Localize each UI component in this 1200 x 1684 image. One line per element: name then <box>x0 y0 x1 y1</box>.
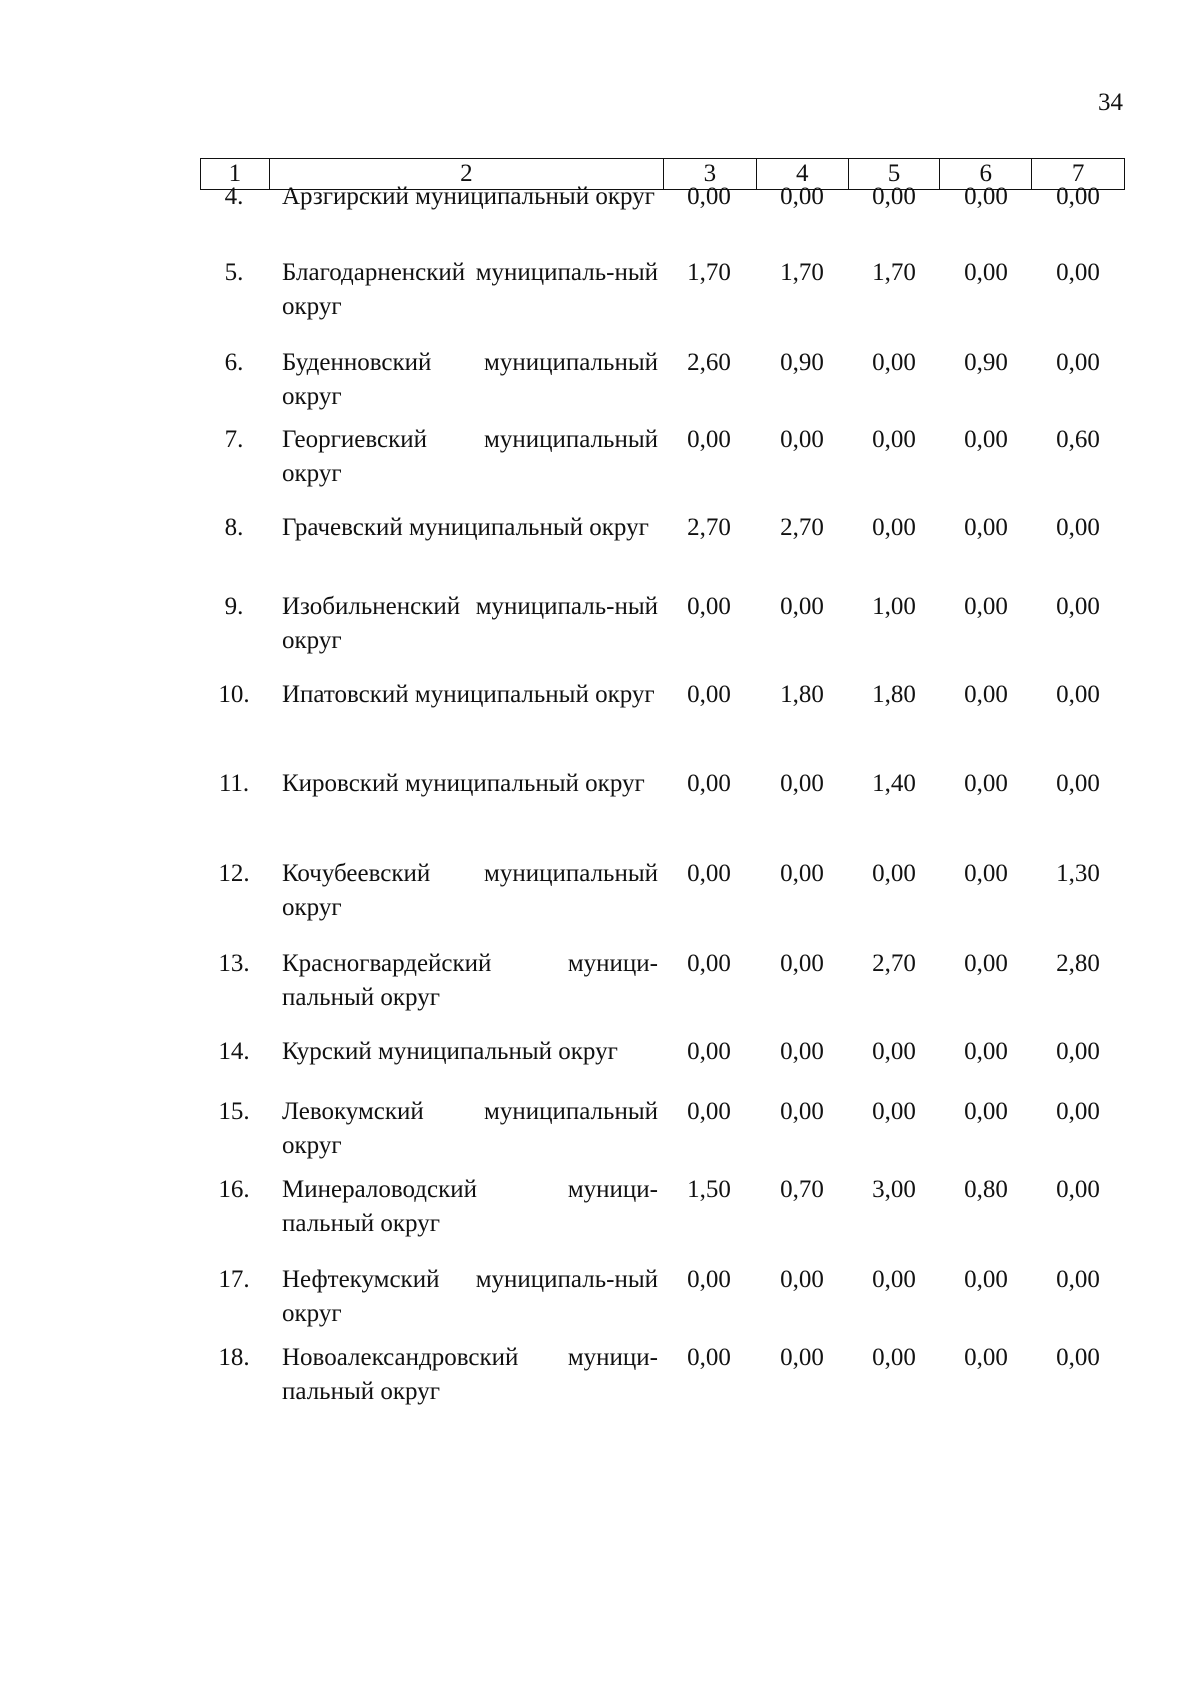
row-number: 11. <box>218 770 250 797</box>
table-row <box>200 590 1125 660</box>
value-col-6: 0,80 <box>964 1176 1008 1203</box>
value-col-5: 2,70 <box>872 950 916 977</box>
district-name: Новоалександровский муници-пальный округ <box>282 1344 658 1405</box>
value-col-4: 1,80 <box>780 681 824 708</box>
value-col-6: 0,00 <box>964 860 1008 887</box>
value-col-3: 0,00 <box>687 950 731 977</box>
row-number: 13. <box>218 950 250 977</box>
value-col-6: 0,00 <box>964 259 1008 286</box>
value-col-4: 1,70 <box>780 259 824 286</box>
district-name: Кочубеевский муниципальный округ <box>282 860 658 921</box>
value-col-4: 0,00 <box>780 950 824 977</box>
header-col-6: 6 <box>939 159 1031 189</box>
district-name: Георгиевский муниципальный округ <box>282 426 658 487</box>
header-col-1: 1 <box>228 160 242 187</box>
row-number: 4. <box>224 183 244 210</box>
value-col-5: 0,00 <box>872 514 916 541</box>
value-col-7: 0,00 <box>1056 1344 1100 1371</box>
value-col-5: 1,40 <box>872 770 916 797</box>
value-col-4: 0,00 <box>780 770 824 797</box>
value-col-5: 1,80 <box>872 681 916 708</box>
page-number: 34 <box>1098 89 1123 116</box>
value-col-6: 0,00 <box>964 183 1008 210</box>
value-col-7: 0,00 <box>1056 349 1100 376</box>
row-number: 16. <box>218 1176 250 1203</box>
district-name: Буденновский муниципальный округ <box>282 349 658 410</box>
row-number: 14. <box>218 1038 250 1065</box>
value-col-6: 0,00 <box>964 681 1008 708</box>
value-col-6: 0,00 <box>964 1098 1008 1125</box>
value-col-3: 2,60 <box>687 349 731 376</box>
row-number: 9. <box>224 593 244 620</box>
value-col-3: 0,00 <box>687 593 731 620</box>
table-row <box>200 857 1125 927</box>
value-col-7: 0,00 <box>1056 593 1100 620</box>
value-col-6: 0,00 <box>964 770 1008 797</box>
table-row <box>200 947 1125 1017</box>
value-col-3: 1,70 <box>687 259 731 286</box>
row-number: 5. <box>224 259 244 286</box>
value-col-3: 2,70 <box>687 514 731 541</box>
value-col-6: 0,00 <box>964 950 1008 977</box>
value-col-4: 0,00 <box>780 1038 824 1065</box>
district-name: Ипатовский муниципальный округ <box>282 681 655 708</box>
value-col-6: 0,00 <box>964 1266 1008 1293</box>
value-col-7: 0,00 <box>1056 1176 1100 1203</box>
value-col-6: 0,00 <box>964 593 1008 620</box>
header-col-3: 3 <box>663 159 756 189</box>
district-name: Красногвардейский муници-пальный округ <box>282 950 658 1011</box>
header-col-7: 7 <box>1031 159 1124 189</box>
table-row <box>200 346 1125 416</box>
row-number: 17. <box>218 1266 250 1293</box>
header-col-2: 2 <box>269 159 663 189</box>
row-number: 12. <box>218 860 250 887</box>
district-name: Левокумский муниципальный округ <box>282 1098 658 1159</box>
table-row <box>200 1173 1125 1243</box>
value-col-7: 0,00 <box>1056 681 1100 708</box>
value-col-4: 0,00 <box>780 1266 824 1293</box>
value-col-7: 0,00 <box>1056 1098 1100 1125</box>
district-name: Нефтекумский муниципаль-ный округ <box>282 1266 658 1327</box>
value-col-6: 0,00 <box>964 426 1008 453</box>
value-col-4: 0,90 <box>780 349 824 376</box>
value-col-7: 2,80 <box>1056 950 1100 977</box>
table-row <box>200 1263 1125 1333</box>
district-name: Изобильненский муниципаль-ный округ <box>282 593 658 654</box>
value-col-4: 0,00 <box>780 183 824 210</box>
value-col-5: 0,00 <box>872 349 916 376</box>
header-col-5: 5 <box>848 159 940 189</box>
district-name: Грачевский муниципальный округ <box>282 514 649 541</box>
row-number: 7. <box>224 426 244 453</box>
value-col-3: 1,50 <box>687 1176 731 1203</box>
value-col-7: 0,60 <box>1056 426 1100 453</box>
header-col-4: 4 <box>756 159 848 189</box>
value-col-5: 0,00 <box>872 860 916 887</box>
value-col-5: 0,00 <box>872 1266 916 1293</box>
row-number: 15. <box>218 1098 250 1125</box>
value-col-7: 0,00 <box>1056 259 1100 286</box>
value-col-4: 0,00 <box>780 860 824 887</box>
table-row <box>200 511 1125 581</box>
value-col-4: 0,00 <box>780 593 824 620</box>
value-col-7: 0,00 <box>1056 514 1100 541</box>
value-col-3: 0,00 <box>687 426 731 453</box>
value-col-3: 0,00 <box>687 1266 731 1293</box>
district-name: Курский муниципальный округ <box>282 1038 618 1065</box>
value-col-7: 0,00 <box>1056 1266 1100 1293</box>
row-number: 10. <box>218 681 250 708</box>
value-col-6: 0,90 <box>964 349 1008 376</box>
table-row <box>200 1341 1125 1411</box>
district-name: Арзгирский муниципальный округ <box>282 183 655 210</box>
row-number: 8. <box>224 514 244 541</box>
table-row <box>200 256 1125 326</box>
district-name: Минераловодский муници-пальный округ <box>282 1176 658 1237</box>
value-col-3: 0,00 <box>687 681 731 708</box>
value-col-7: 0,00 <box>1056 1038 1100 1065</box>
value-col-4: 0,00 <box>780 1098 824 1125</box>
value-col-3: 0,00 <box>687 1038 731 1065</box>
value-col-7: 0,00 <box>1056 183 1100 210</box>
value-col-7: 0,00 <box>1056 770 1100 797</box>
value-col-3: 0,00 <box>687 860 731 887</box>
value-col-5: 1,00 <box>872 593 916 620</box>
value-col-5: 0,00 <box>872 1038 916 1065</box>
table-row <box>200 678 1125 748</box>
district-name: Кировский муниципальный округ <box>282 770 645 797</box>
value-col-6: 0,00 <box>964 514 1008 541</box>
value-col-5: 0,00 <box>872 1344 916 1371</box>
value-col-4: 0,00 <box>780 426 824 453</box>
value-col-5: 0,00 <box>872 1098 916 1125</box>
value-col-5: 0,00 <box>872 426 916 453</box>
value-col-7: 1,30 <box>1056 860 1100 887</box>
table-row <box>200 767 1125 837</box>
value-col-3: 0,00 <box>687 770 731 797</box>
value-col-4: 0,00 <box>780 1344 824 1371</box>
value-col-3: 0,00 <box>687 183 731 210</box>
row-number: 18. <box>218 1344 250 1371</box>
value-col-3: 0,00 <box>687 1098 731 1125</box>
table-row <box>200 1095 1125 1165</box>
table-row <box>200 423 1125 493</box>
value-col-5: 0,00 <box>872 183 916 210</box>
value-col-5: 1,70 <box>872 259 916 286</box>
value-col-6: 0,00 <box>964 1344 1008 1371</box>
row-number: 6. <box>224 349 244 376</box>
value-col-4: 0,70 <box>780 1176 824 1203</box>
value-col-5: 3,00 <box>872 1176 916 1203</box>
table-row <box>200 180 1125 250</box>
value-col-4: 2,70 <box>780 514 824 541</box>
value-col-6: 0,00 <box>964 1038 1008 1065</box>
district-name: Благодарненский муниципаль-ный округ <box>282 259 658 320</box>
value-col-3: 0,00 <box>687 1344 731 1371</box>
